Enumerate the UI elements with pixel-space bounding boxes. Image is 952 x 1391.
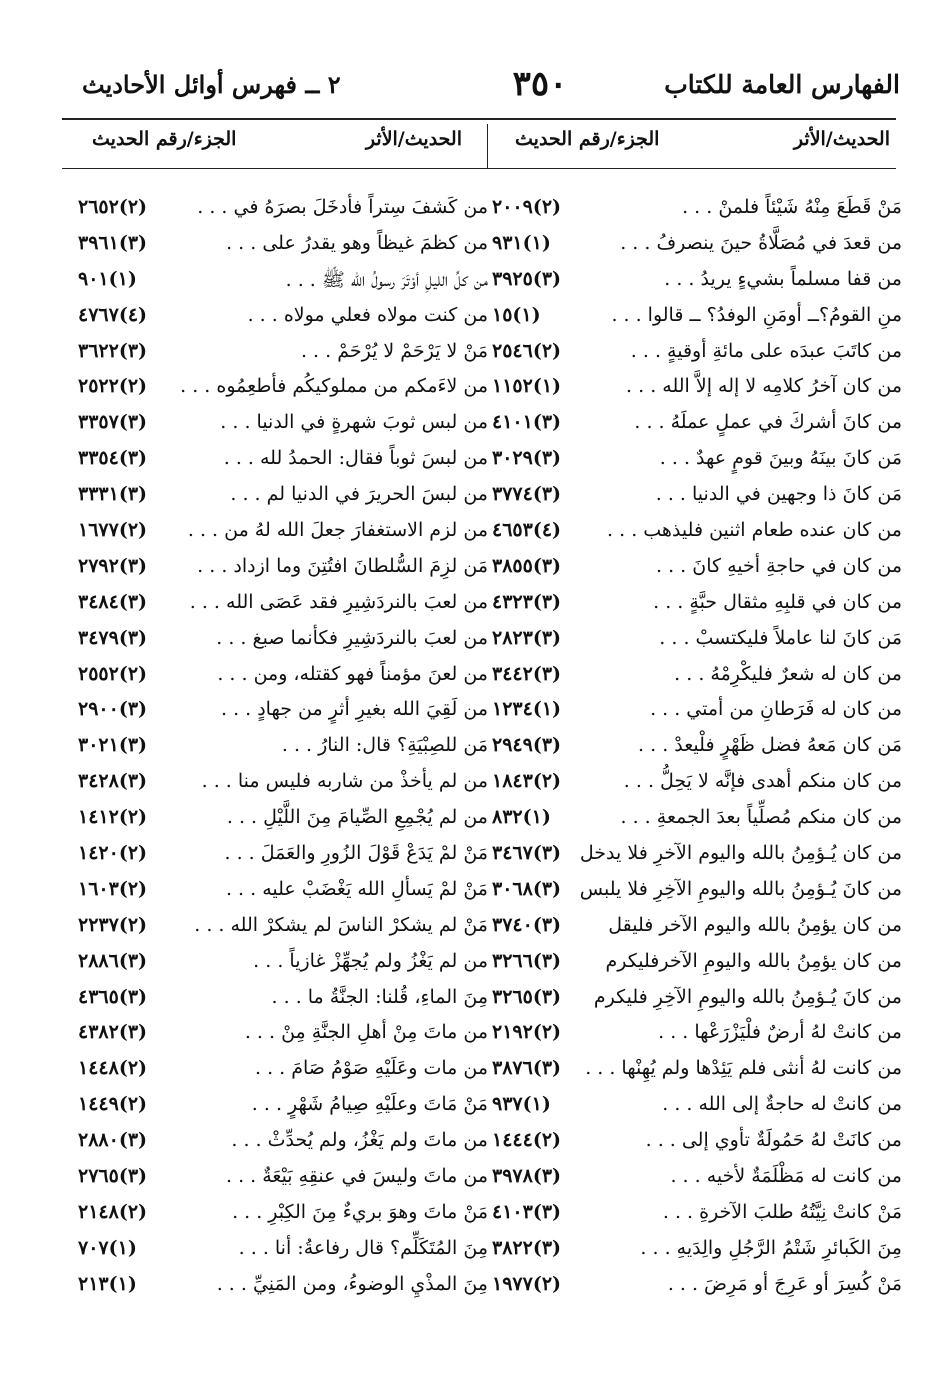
- hadith-ref: (٢)٢١٩٢: [492, 1021, 562, 1044]
- hadith-text: من كانت له مَظْلَمَةٌ لأخيه . . .: [670, 1165, 902, 1188]
- hadith-ref: (٣)٣٢٦٥: [492, 985, 562, 1008]
- hadith-text: من كَشفَ سِتراً فأدخَلَ بصرَهُ في . . .: [197, 196, 488, 218]
- hadith-text: مِنَ المذْيِ الوضوءُ، ومن المَنِيِّ . . .: [216, 1272, 488, 1295]
- hadith-text: مَنْ لمْ يَسألِ الله يَغْضَبْ عليه . . .: [225, 877, 488, 900]
- index-entry: [492, 555, 902, 591]
- index-entry: [78, 663, 488, 699]
- page-header: [70, 66, 900, 110]
- hadith-ref: (٣)٣٨٥٥: [492, 554, 562, 577]
- index-entry: [492, 519, 902, 555]
- hadith-text: مَنْ كُسِرَ أو عَرِجَ أو مَرِضَ . . .: [667, 1272, 902, 1295]
- hadith-text: مَن كانَ بينَهُ وبينَ قومٍ عهدٌ . . .: [659, 447, 902, 470]
- hadith-text: مِنَ الماءِ، قُلنا: الجنَّةُ ما . . .: [271, 985, 488, 1008]
- index-entry: [492, 950, 902, 986]
- hadith-ref: (٣)٣٩٧٨: [492, 1165, 562, 1188]
- index-entry: [78, 842, 488, 878]
- index-entry: [78, 1165, 488, 1201]
- index-entry: [492, 986, 902, 1022]
- hadith-ref: (٣)٢٨٢٣: [492, 626, 562, 649]
- index-entry: [78, 1273, 488, 1309]
- hadith-text: من كان يؤمِنُ بالله واليومِ الآخرفليكرم: [605, 949, 902, 972]
- index-entry: [78, 519, 488, 555]
- hadith-text: من كان منكم أهدى فإنَّه لا يَحِلُّ . . .: [623, 770, 902, 793]
- index-entry: [78, 1129, 488, 1165]
- hadith-text: منِ القومُ؟ــ أومَنِ الوفدُ؟ ــ قالوا . . .: [611, 303, 902, 326]
- hadith-text: مَنْ لمْ يَدَعْ قَوْلَ الزُورِ والعَمَلَ . . .: [224, 842, 488, 865]
- hadith-text: من ماتَ مِنْ أهلِ الجنَّةِ مِنْ . . .: [244, 1021, 488, 1044]
- hadith-ref: (٣)٢٨٨٦: [78, 949, 148, 972]
- index-entry: [492, 375, 902, 411]
- hadith-ref: (١)٢١٣: [78, 1272, 137, 1295]
- hadith-ref: (٢)١٦٧٧: [78, 519, 148, 542]
- index-entry: [492, 483, 902, 519]
- hadith-ref: (٣)٣٠٦٨: [492, 877, 562, 900]
- hadith-ref: (٢)١٤٢٠: [78, 842, 148, 865]
- index-entry: [78, 591, 488, 627]
- index-entry: [78, 734, 488, 770]
- hadith-ref: (٣)٢٨٨٠: [78, 1129, 148, 1152]
- index-entry: [492, 268, 902, 304]
- index-entry: [492, 1201, 902, 1237]
- hadith-text: من لبسَ الحريرَ في الدنيا لم . . .: [230, 483, 488, 506]
- hadith-ref: (٣)٤١٠٣: [492, 1200, 562, 1223]
- hadith-ref: (٣)٤١٠١: [492, 411, 562, 434]
- hadith-ref: (٣)٣٣٣١: [78, 483, 148, 506]
- hadith-ref: (٣)٤٣٢٣: [492, 590, 562, 613]
- index-entry: [78, 878, 488, 914]
- hadith-text: من كانت لهُ أنثى فلم يَئِدْها ولم يُهِنْها . . .: [585, 1057, 902, 1080]
- hadith-text: من كانتْ له حاجةٌ إلى الله . . .: [662, 1093, 902, 1116]
- hadith-ref: (٢)١٤٤٨: [78, 1057, 148, 1080]
- index-entry: [78, 806, 488, 842]
- hadith-ref: (٢)١٤٤٤: [492, 1129, 562, 1152]
- hadith-text: من كانَ يُـؤمِنُ بالله واليومِ الآخِرِ فليكرم: [593, 985, 902, 1008]
- hadith-text: من كان يؤمِنُ بالله واليوم الآخر فليقل: [608, 913, 902, 936]
- hadith-text: مِنَ المُتَكَلِّم؟ قال رفاعةُ: أنا . . .: [238, 1236, 488, 1259]
- hadith-ref: (٣)٣٢٦٦: [492, 949, 562, 972]
- hadith-text: من لعبَ بالنردَشِيرِ فكأنما صبغ . . .: [216, 626, 488, 649]
- index-entry: [492, 1165, 902, 1201]
- hadith-text: مَنْ ماتَ وهوَ بريءٌ مِنَ الكِبْرِ . . .: [232, 1200, 488, 1223]
- hadith-text: مِنَ الكَبائرِ شَتْمُ الرَّجُلِ والِدَيهِ . . .: [640, 1236, 902, 1259]
- index-entry: [78, 1201, 488, 1237]
- hadith-text: من لم يُجْمِعِ الصِّيامَ مِنَ اللَّيْلِ . . .: [226, 806, 488, 829]
- hadith-ref: (٣)٢٧٩٢: [78, 554, 148, 577]
- hadith-ref: (٣)٣٨٢٢: [492, 1236, 562, 1259]
- index-entry: [492, 1129, 902, 1165]
- hadith-text: مَنْ قَطَعَ مِنْهُ شَيْئاً فلمنْ . . .: [682, 196, 902, 218]
- index-entry: [492, 1237, 902, 1273]
- hadith-ref: (٣)٢٧٦٥: [78, 1165, 148, 1188]
- index-entry: [492, 411, 902, 447]
- index-entry: [78, 555, 488, 591]
- hadith-text: من لم يأخذْ من شاربه فليس منا . . .: [201, 770, 488, 793]
- hadith-text: من كان له شعرٌ فليكْرِمْهُ . . .: [674, 662, 902, 685]
- hadith-text: مَن كانَ لنا عاملاً فليكتسبْ . . .: [659, 626, 902, 649]
- index-entry: [78, 447, 488, 483]
- hadith-text: من كانتْ لهُ أرضٌ فلْيَزْرَعْها . . .: [658, 1021, 902, 1044]
- hadith-text: مَنْ كانتْ نِيَّتُهُ طلبَ الآخرةِ . . .: [662, 1200, 902, 1223]
- index-entry: [78, 1237, 488, 1273]
- hadith-ref: (٣)٢٩٤٩: [492, 734, 562, 757]
- index-entry: [78, 1021, 488, 1057]
- hadith-ref: (٢)٢٥٥٢: [78, 662, 148, 685]
- hadith-text: من قفا مسلماً بشيءٍ يريدُ . . .: [664, 267, 902, 290]
- index-entry: [492, 196, 902, 232]
- hadith-text: من لاءَمكم من مملوكيكُم فأطعِمُوه . . .: [180, 375, 488, 398]
- hadith-text: مَنْ لم يشكرْ الناسَ لم يشكرْ الله . . .: [194, 913, 488, 936]
- hadith-ref: (٢)١٨٤٣: [492, 770, 562, 793]
- right-column: [492, 196, 902, 1309]
- hadith-ref: (٢)١٦٠٣: [78, 877, 148, 900]
- index-entry: [492, 1273, 902, 1309]
- hadith-ref: (٣)٢٩٠٠: [78, 698, 148, 721]
- index-entry: [78, 375, 488, 411]
- section-title: ٢ ــ فهرس أوائل الأحاديث: [82, 70, 341, 99]
- hadith-text: من كاتَبَ عبدَه على مائةِ أوقيةٍ . . .: [630, 339, 902, 362]
- hadith-ref: (١)٩٣١: [492, 231, 551, 254]
- index-entry: [492, 698, 902, 734]
- index-entry: [492, 734, 902, 770]
- index-entry: [492, 770, 902, 806]
- hadith-ref: (٣)٣٩٦١: [78, 231, 148, 254]
- hadith-text: من لم يَغْزُ ولم يُجهِّزْ غازياً . . .: [253, 949, 488, 972]
- hadith-text: من لبسَ ثوباً فقال: الحمدُ لله . . .: [223, 447, 488, 470]
- hadith-text: من كان في قلبِهِ مثقال حبَّةٍ . . .: [653, 590, 902, 613]
- hadith-ref: (٣)٣٧٧٤: [492, 483, 562, 506]
- hadith-ref: (٤)٤٧٦٧: [78, 303, 148, 326]
- hadith-ref: (٣)٣٩٢٥: [492, 267, 562, 290]
- index-entry: [492, 878, 902, 914]
- hadith-text: من لَقِيَ الله بغيرِ أثرٍ من جهادٍ . . .: [220, 698, 488, 721]
- right-ref-heading: الجزء/رقم الحديث: [515, 128, 660, 150]
- index-entry: [78, 1093, 488, 1129]
- index-entry: [492, 1057, 902, 1093]
- hadith-text: من كلِّ الليلِ أوْتَرَ رسولُ الله ﷺ . . .: [285, 268, 488, 291]
- hadith-ref: (١)٩٣٧: [492, 1093, 551, 1116]
- hadith-ref: (٢)١٤٤٩: [78, 1093, 148, 1116]
- index-entry: [492, 340, 902, 376]
- hadith-ref: (٤)٤٦٥٣: [492, 519, 562, 542]
- right-hadith-heading: الحديث/الأثر: [793, 128, 890, 150]
- index-entry: [78, 914, 488, 950]
- index-entry: [492, 806, 902, 842]
- hadith-ref: (٢)٢٢٣٧: [78, 913, 148, 936]
- hadith-ref: (٣)٤٣٨٢: [78, 1021, 148, 1044]
- index-entry: [78, 1057, 488, 1093]
- hadith-text: مَن كانَ ذا وجهين في الدنيا . . .: [655, 483, 902, 506]
- hadith-ref: (٣)٣٤٦٧: [492, 842, 562, 865]
- hadith-ref: (٢)٢٥٢٢: [78, 375, 148, 398]
- hadith-ref: (١)٧٠٧: [78, 1236, 137, 1259]
- hadith-text: من كظمَ غيظاً وهو يقدرُ على . . .: [226, 231, 488, 254]
- header-rule: [62, 118, 896, 120]
- hadith-text: من كانَ أشركَ في عملٍ عملَهُ . . .: [634, 411, 902, 434]
- index-entry: [78, 196, 488, 232]
- hadith-ref: (٣)٣٣٥٤: [78, 447, 148, 470]
- hadith-text: من مات وعَلَيْهِ صَوْمُ صَامَ . . .: [254, 1057, 488, 1080]
- index-entry: [492, 627, 902, 663]
- hadith-ref: (٣)٣٤٤٢: [492, 662, 562, 685]
- hadith-ref: (٣)٣٠٢١: [78, 734, 148, 757]
- hadith-text: مَنْ لا يَرْحَمْ لا يُرْحَمْ . . .: [300, 339, 488, 362]
- index-entry: [78, 483, 488, 519]
- index-entry: [78, 770, 488, 806]
- index-entry: [492, 914, 902, 950]
- index-entry: [78, 950, 488, 986]
- hadith-text: مَن لزِمَ السُّلطانَ افتُتِنَ وما ازداد . . .: [197, 554, 488, 577]
- hadith-text: مَن للصِبْيَةِ؟ قال: النارُ . . .: [281, 734, 488, 757]
- hadith-text: من كان عنده طعام اثنين فليذهب . . .: [607, 519, 902, 542]
- hadith-ref: (٢)١٤١٢: [78, 806, 148, 829]
- index-entry: [78, 304, 488, 340]
- index-entry: [492, 447, 902, 483]
- hadith-text: من لعنَ مؤمناً فهو كقتله، ومن . . .: [217, 662, 488, 685]
- hadith-text: من كانَتْ لهُ حَمُولَةٌ تأوي إلى . . .: [645, 1129, 902, 1152]
- hadith-text: من قعدَ في مُصَلَّاةُ حينَ ينصرفُ . . .: [620, 231, 902, 254]
- hadith-ref: (٣)٣٤٢٨: [78, 770, 148, 793]
- hadith-ref: (٣)٣٤٧٩: [78, 626, 148, 649]
- hadith-text: من لعبَ بالنردَشِيرِ فقد عَصَى الله . . .: [189, 590, 488, 613]
- hadith-ref: (١)١٥: [492, 303, 541, 326]
- column-header-rule: [62, 168, 896, 169]
- index-entry: [78, 698, 488, 734]
- index-entry: [492, 1093, 902, 1129]
- hadith-text: من ماتَ ولم يَغْزُ، ولم يُحدِّثْ . . .: [231, 1129, 488, 1152]
- hadith-text: مَن كان مَعهُ فضل ظَهْرٍ فلْيعدْ . . .: [638, 734, 902, 757]
- hadith-ref: (٢)١٩٧٧: [492, 1272, 562, 1295]
- index-entry: [78, 986, 488, 1022]
- hadith-text: من كان في حاجةِ أخيهِ كانَ . . .: [656, 554, 902, 577]
- hadith-text: من كان آخرُ كلامِه لا إله إلاَّ الله . . .: [626, 375, 902, 398]
- left-ref-heading: الجزء/رقم الحديث: [92, 128, 237, 150]
- hadith-text: من كان يُـؤمِنُ بالله واليوم الآخرِ فلا يدخل: [579, 842, 902, 865]
- hadith-text: من كان منكم مُصلِّياً بعدَ الجمعةِ . . .: [620, 806, 902, 829]
- column-header-divider: [487, 124, 488, 168]
- hadith-ref: (١)٨٣٢: [492, 806, 551, 829]
- hadith-text: من كانَ يُـؤمِنُ بالله واليومِ الآخِرِ فلا يلبس: [579, 877, 902, 900]
- index-entry: [78, 627, 488, 663]
- left-column: [78, 196, 488, 1309]
- hadith-ref: (٢)٢١٤٨: [78, 1200, 148, 1223]
- hadith-text: مَنْ مَاتَ وعلَيْهِ صِيامُ شَهْرٍ . . .: [251, 1093, 488, 1116]
- index-entry: [78, 411, 488, 447]
- hadith-ref: (٢)٢٥٤٦: [492, 339, 562, 362]
- hadith-ref: (٣)٣٦٢٢: [78, 339, 148, 362]
- hadith-ref: (١)٩٠١: [78, 267, 137, 290]
- page-number: ٣٥٠: [512, 64, 568, 104]
- hadith-ref: (٢)٢٠٠٩: [492, 196, 562, 218]
- index-entry: [492, 663, 902, 699]
- hadith-ref: (٣)٣٠٢٩: [492, 447, 562, 470]
- index-entry: [492, 842, 902, 878]
- hadith-text: من لزم الاستغفارَ جعلَ الله لهُ من . . .: [187, 519, 488, 542]
- left-hadith-heading: الحديث/الأثر: [365, 128, 462, 150]
- hadith-text: من لبس ثوبَ شهرةٍ في الدنيا . . .: [220, 411, 488, 434]
- index-entry: [78, 340, 488, 376]
- hadith-ref: (٣)٣٣٥٧: [78, 411, 148, 434]
- hadith-text: من كان له فَرَطانِ من أمتي . . .: [650, 698, 902, 721]
- hadith-ref: (٣)٣٧٤٠: [492, 913, 562, 936]
- index-entry: [78, 232, 488, 268]
- hadith-ref: (٣)٤٣٦٥: [78, 985, 148, 1008]
- hadith-ref: (١)١١٥٢: [492, 375, 562, 398]
- hadith-ref: (٢)٢٦٥٢: [78, 196, 148, 218]
- index-entry: [492, 232, 902, 268]
- hadith-ref: (٣)٣٤٨٤: [78, 590, 148, 613]
- hadith-ref: (١)١٢٣٤: [492, 698, 562, 721]
- index-entry: [78, 268, 488, 304]
- index-entry: [492, 1021, 902, 1057]
- hadith-text: من كنت مولاه فعلي مولاه . . .: [247, 303, 488, 326]
- hadith-text: من ماتَ وليسَ في عنقِهِ بَيْعَةٌ . . .: [225, 1165, 488, 1188]
- index-entry: [492, 591, 902, 627]
- hadith-ref: (٣)٣٨٧٦: [492, 1057, 562, 1080]
- index-entry: [492, 304, 902, 340]
- index-title: الفهارس العامة للكتاب: [664, 70, 900, 99]
